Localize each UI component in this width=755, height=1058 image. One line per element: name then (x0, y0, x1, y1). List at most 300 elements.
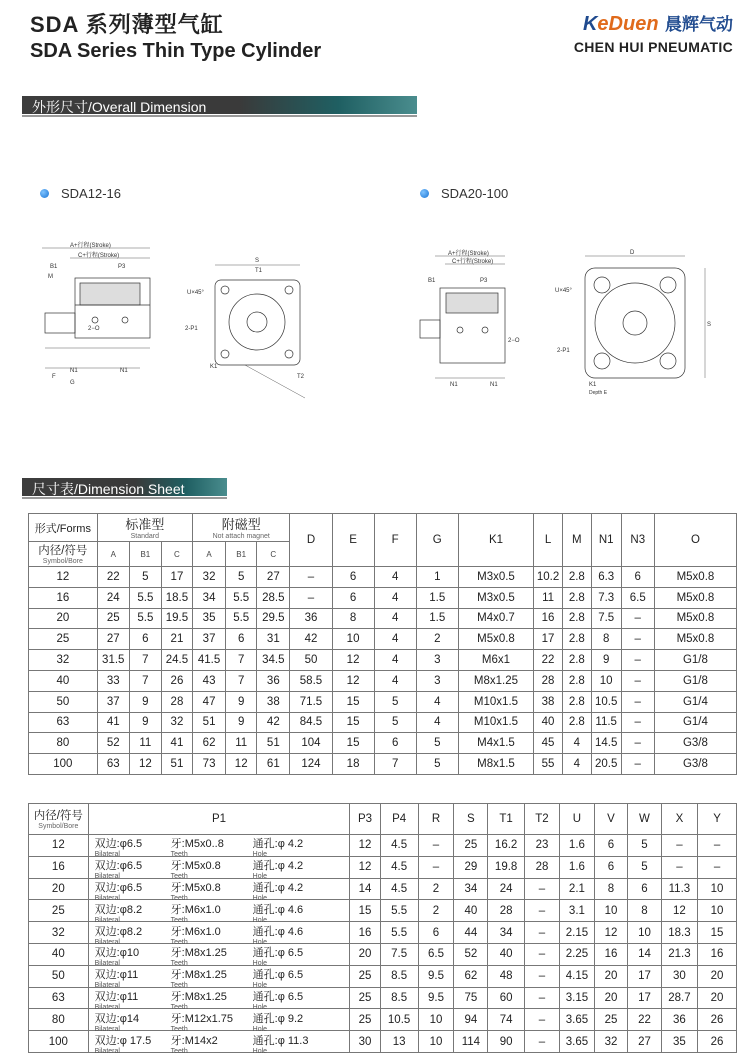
table-cell: 20 (698, 965, 737, 987)
table-row (29, 922, 737, 944)
svg-text:2−O: 2−O (508, 338, 520, 344)
table-cell: M8x1.5 (458, 754, 533, 775)
table-cell-p1 (88, 1009, 350, 1031)
table-cell: 38 (534, 691, 563, 712)
table-cell: 6 (226, 629, 257, 650)
table-cell: 35 (192, 608, 225, 629)
table-cell: 25 (350, 965, 380, 987)
table-cell-bore: 100 (29, 1031, 89, 1053)
table-cell: 32 (594, 1031, 628, 1053)
table-cell: – (698, 835, 737, 857)
table-cell: 6.5 (621, 587, 654, 608)
table-cell: 1.6 (560, 835, 595, 857)
table-cell: 27 (97, 629, 129, 650)
table-cell: 6.3 (591, 567, 621, 588)
table-cell: 12 (350, 835, 380, 857)
table-cell: 3 (416, 650, 458, 671)
table-cell: 3.15 (560, 987, 595, 1009)
header-p1: P1 (88, 804, 350, 835)
table-cell: 9 (129, 712, 161, 733)
header-n3: N3 (621, 514, 654, 567)
header-w: W (628, 804, 662, 835)
table-row (29, 650, 737, 671)
p1-bi: 双边:φ6.5 Bilateral (94, 838, 143, 859)
table-cell: 2 (418, 878, 454, 900)
table-cell: 4 (416, 712, 458, 733)
table-cell: 60 (488, 987, 524, 1009)
table-cell: 10 (418, 1009, 454, 1031)
table-cell: 15 (698, 922, 737, 944)
p1-teeth: 牙:M14x2 Teeth (170, 1034, 218, 1055)
table-cell-p1 (88, 900, 350, 922)
header-g: G (416, 514, 458, 567)
table-cell: 11.3 (661, 878, 697, 900)
table-cell: 62 (192, 733, 225, 754)
table-cell: 10 (628, 922, 662, 944)
p1-hole: 通孔:φ 4.2 Hole (252, 860, 304, 881)
table-cell: 25 (29, 629, 98, 650)
table-cell: 5 (416, 733, 458, 754)
table-cell: 29 (454, 856, 488, 878)
table-cell: 4 (374, 670, 416, 691)
table-cell: – (524, 987, 559, 1009)
table-cell: 16 (29, 587, 98, 608)
table-cell: 32 (161, 712, 192, 733)
table-cell: 9.5 (418, 965, 454, 987)
table-cell: 19.5 (161, 608, 192, 629)
table-cell: 30 (661, 965, 697, 987)
header-sub-a: A (192, 542, 225, 567)
table-cell: – (418, 835, 454, 857)
table-cell: 7 (226, 670, 257, 691)
table-cell: 75 (454, 987, 488, 1009)
table-cell: 5.5 (226, 587, 257, 608)
table-cell: 12 (594, 922, 628, 944)
table-cell: G1/4 (654, 712, 736, 733)
header-v: V (594, 804, 628, 835)
table-row (29, 965, 737, 987)
table-row (29, 754, 737, 775)
table-cell: 94 (454, 1009, 488, 1031)
table-cell: 3 (416, 670, 458, 691)
table-cell-p1 (88, 856, 350, 881)
p1-teeth: 牙:M8x1.25 Teeth (170, 947, 227, 968)
table-cell: 29.5 (257, 608, 290, 629)
table-cell: 74 (488, 1009, 524, 1031)
table-cell: 14 (628, 943, 662, 965)
table-cell: 4.5 (380, 835, 418, 857)
header-u: U (560, 804, 595, 835)
table-cell: 45 (534, 733, 563, 754)
table-cell: 2.8 (562, 670, 591, 691)
table-cell: 7.3 (591, 587, 621, 608)
table-cell: 4 (374, 629, 416, 650)
table-cell: – (524, 900, 559, 922)
header-bore: 内径/符号 Symbol/Bore (29, 804, 89, 835)
table-cell: 12 (350, 856, 380, 878)
table-cell: M3x0.5 (458, 587, 533, 608)
table-cell: 16 (534, 608, 563, 629)
table-cell: 17 (628, 965, 662, 987)
svg-text:N1: N1 (450, 382, 458, 388)
brand-block (574, 10, 733, 55)
table-cell: M5x0.8 (654, 587, 736, 608)
table-cell: 2.8 (562, 629, 591, 650)
table-cell: M10x1.5 (458, 712, 533, 733)
table-cell: – (621, 650, 654, 671)
table-row (29, 629, 737, 650)
table-cell: 7 (129, 650, 161, 671)
table-cell-p1 (88, 987, 350, 1009)
header-sub-b1: B1 (129, 542, 161, 567)
svg-text:B1: B1 (428, 278, 436, 284)
table-cell: – (290, 567, 332, 588)
table-cell: 17 (628, 987, 662, 1009)
table-cell: 9.5 (418, 987, 454, 1009)
table-cell: 8 (591, 629, 621, 650)
table-cell: 50 (29, 691, 98, 712)
svg-text:F: F (52, 374, 56, 380)
table-cell: 8.5 (380, 987, 418, 1009)
table-cell: – (524, 965, 559, 987)
table-cell: – (661, 835, 697, 857)
table-row (29, 987, 737, 1009)
p1-hole: 通孔:φ 4.6 Hole (252, 903, 304, 924)
table-row (29, 587, 737, 608)
table-cell: 12 (29, 567, 98, 588)
page-title-en: SDA Series Thin Type Cylinder (30, 40, 322, 62)
p1-bi: 双边:φ11 Bilateral (94, 969, 139, 990)
p1-bi: 双边:φ11 Bilateral (94, 990, 139, 1011)
table-cell: 40 (454, 900, 488, 922)
p1-bi: 双边:φ6.5 Bilateral (94, 881, 143, 902)
table-cell: G1/8 (654, 670, 736, 691)
svg-text:U×45°: U×45° (187, 290, 204, 296)
section-header-sheet: 尺寸表/Dimension Sheet (22, 478, 227, 496)
table-cell-bore: 50 (29, 965, 89, 987)
table-cell: 12 (226, 754, 257, 775)
table-cell: – (524, 1031, 559, 1053)
table-cell-bore: 32 (29, 922, 89, 944)
header-sub-b1: B1 (226, 542, 257, 567)
table-cell: 51 (257, 733, 290, 754)
table-cell-bore: 80 (29, 1009, 89, 1031)
table-cell: 5 (226, 567, 257, 588)
bullet-icon (420, 189, 429, 198)
table-cell: 25 (350, 1009, 380, 1031)
table-cell: 30 (350, 1031, 380, 1053)
table-cell-bore: 12 (29, 835, 89, 857)
header-standard: 标准型 Standard (97, 514, 192, 542)
variant-label-left: SDA12-16 (40, 186, 121, 201)
table-cell: 41.5 (192, 650, 225, 671)
table-cell: 23 (524, 835, 559, 857)
table-cell: 18.3 (661, 922, 697, 944)
table-cell: 2.15 (560, 922, 595, 944)
table-cell: G3/8 (654, 754, 736, 775)
table-cell: 52 (454, 943, 488, 965)
table-cell: 2.8 (562, 712, 591, 733)
table-cell: M3x0.5 (458, 567, 533, 588)
svg-text:N1: N1 (490, 382, 498, 388)
svg-text:S: S (255, 258, 260, 264)
table-cell: 84.5 (290, 712, 332, 733)
table-cell: 4 (374, 567, 416, 588)
svg-text:U×45°: U×45° (555, 288, 572, 294)
header-y: Y (698, 804, 737, 835)
table-cell: 5.5 (129, 608, 161, 629)
table-cell: M5x0.8 (654, 567, 736, 588)
table-row (29, 1009, 737, 1031)
p1-teeth: 牙:M12x1.75 Teeth (170, 1012, 234, 1033)
table-cell: 44 (454, 922, 488, 944)
p1-bi: 双边:φ6.5 Bilateral (94, 860, 143, 881)
table-cell: 12 (332, 650, 374, 671)
table-cell: 100 (29, 754, 98, 775)
table-cell: – (290, 587, 332, 608)
p1-bi: 双边:φ14 Bilateral (94, 1012, 140, 1033)
table-cell-bore: 40 (29, 943, 89, 965)
table-cell: M4x1.5 (458, 733, 533, 754)
table-cell: – (621, 712, 654, 733)
table-cell: 2.8 (562, 608, 591, 629)
table-cell: 6 (621, 567, 654, 588)
header-p4: P4 (380, 804, 418, 835)
table-cell: 12 (661, 900, 697, 922)
table-cell: 38 (257, 691, 290, 712)
header-o: O (654, 514, 736, 567)
table-cell: M5x0.8 (458, 629, 533, 650)
table-cell: 51 (192, 712, 225, 733)
svg-text:A+行程(Stroke): A+行程(Stroke) (70, 243, 111, 249)
table-cell: 4.15 (560, 965, 595, 987)
table-cell: 24 (488, 878, 524, 900)
table-cell-bore: 25 (29, 900, 89, 922)
table-cell: 11 (226, 733, 257, 754)
table-cell: 4 (562, 733, 591, 754)
table-cell: 26 (698, 1031, 737, 1053)
table-cell: 3.65 (560, 1009, 595, 1031)
table-cell: 5 (374, 712, 416, 733)
table-cell: 10 (332, 629, 374, 650)
table-cell: 18 (332, 754, 374, 775)
p1-teeth: 牙:M5x0.8 Teeth (170, 860, 221, 881)
table-cell: 6 (332, 567, 374, 588)
table-cell: 10.5 (380, 1009, 418, 1031)
table-cell: 58.5 (290, 670, 332, 691)
table-cell: 16 (350, 922, 380, 944)
table-cell: 90 (488, 1031, 524, 1053)
table-cell: 28.7 (661, 987, 697, 1009)
drawing-sda20-side (410, 248, 530, 388)
table-cell: G1/4 (654, 691, 736, 712)
brand-logo: KeDuen (582, 13, 659, 35)
p1-teeth: 牙:M6x1.0 Teeth (170, 925, 221, 946)
table-cell: 9 (226, 712, 257, 733)
table-cell: 6 (418, 922, 454, 944)
p1-hole: 通孔:φ 4.6 Hole (252, 925, 304, 946)
table-cell: 25 (97, 608, 129, 629)
table-cell: 14.5 (591, 733, 621, 754)
svg-text:2-P1: 2-P1 (557, 348, 570, 354)
p1-hole: 通孔:φ 11.3 Hole (252, 1034, 309, 1055)
table-cell: 63 (97, 754, 129, 775)
table-cell-bore: 63 (29, 987, 89, 1009)
table-cell: 6 (594, 835, 628, 857)
table-cell: 31.5 (97, 650, 129, 671)
table-cell: 47 (192, 691, 225, 712)
p1-bi: 双边:φ10 Bilateral (94, 947, 140, 968)
table-cell: 9 (591, 650, 621, 671)
table-cell: 41 (97, 712, 129, 733)
p1-teeth: 牙:M8x1.25 Teeth (170, 969, 227, 990)
table-cell: 51 (161, 754, 192, 775)
table-cell: 18.5 (161, 587, 192, 608)
table-cell: – (524, 943, 559, 965)
table-cell: 4.5 (380, 856, 418, 878)
table-cell: 27 (257, 567, 290, 588)
table-cell: 12 (332, 670, 374, 691)
table-cell: 36 (257, 670, 290, 691)
table-cell: 20 (698, 987, 737, 1009)
header-x: X (661, 804, 697, 835)
svg-text:C+行程(Stroke): C+行程(Stroke) (452, 259, 494, 265)
table-cell: 32 (192, 567, 225, 588)
table-cell: M10x1.5 (458, 691, 533, 712)
table-cell: 28 (524, 856, 559, 878)
table-cell: M4x0.7 (458, 608, 533, 629)
svg-text:A+行程(Stroke): A+行程(Stroke) (448, 251, 489, 257)
header-m: M (562, 514, 591, 567)
table-cell: 36 (661, 1009, 697, 1031)
table-cell: G1/8 (654, 650, 736, 671)
svg-text:C+行程(Stroke): C+行程(Stroke) (78, 253, 120, 259)
table-cell: 4.5 (380, 878, 418, 900)
table-cell: 4 (562, 754, 591, 775)
brand-name-cn: 晨辉气动 (665, 15, 733, 34)
table-cell: 114 (454, 1031, 488, 1053)
header-k1: K1 (458, 514, 533, 567)
table-cell: 6 (332, 587, 374, 608)
table-cell: 6 (594, 856, 628, 878)
header-t2: T2 (524, 804, 559, 835)
table-cell: 42 (257, 712, 290, 733)
table-cell: 34 (192, 587, 225, 608)
table-cell: 17 (534, 629, 563, 650)
table-cell: – (524, 878, 559, 900)
table-cell: 15 (332, 733, 374, 754)
svg-text:Depth E: Depth E (589, 390, 608, 396)
svg-text:2-P1: 2-P1 (185, 326, 198, 332)
table-cell: 1 (416, 567, 458, 588)
table-cell: 104 (290, 733, 332, 754)
table-cell: 22 (97, 567, 129, 588)
table-cell: 28 (488, 900, 524, 922)
svg-text:2−O: 2−O (88, 326, 100, 332)
svg-text:K1: K1 (589, 382, 597, 388)
table-cell: 5.5 (129, 587, 161, 608)
table-cell: 35 (661, 1031, 697, 1053)
table-cell: 55 (534, 754, 563, 775)
table-cell: 2.1 (560, 878, 595, 900)
table-cell: 6 (129, 629, 161, 650)
header-sub-c: C (257, 542, 290, 567)
table-cell: 50 (290, 650, 332, 671)
table-cell: 10.5 (591, 691, 621, 712)
svg-text:N1: N1 (70, 368, 78, 374)
table-cell: 7 (374, 754, 416, 775)
header-r: R (418, 804, 454, 835)
table-cell: 20 (594, 965, 628, 987)
table-cell: 6 (628, 878, 662, 900)
table-cell: 36 (290, 608, 332, 629)
table-cell: 16 (698, 943, 737, 965)
svg-text:B1: B1 (50, 264, 58, 270)
table-cell: 16.2 (488, 835, 524, 857)
table-cell-p1 (88, 835, 350, 857)
table-cell: 1.5 (416, 608, 458, 629)
p1-teeth: 牙:M8x1.25 Teeth (170, 990, 227, 1011)
header-e: E (332, 514, 374, 567)
svg-text:P3: P3 (118, 264, 126, 270)
table-row (29, 943, 737, 965)
table-cell: – (418, 856, 454, 878)
table-cell: 5.5 (380, 922, 418, 944)
table-cell: 7 (226, 650, 257, 671)
table-cell: – (621, 670, 654, 691)
table-row (29, 878, 737, 900)
drawing-sda12-end (185, 250, 320, 400)
table-cell-p1 (88, 1031, 350, 1053)
table-cell: 12 (129, 754, 161, 775)
svg-text:K1: K1 (210, 364, 218, 370)
header-bore: 内径/符号 Symbol/Bore (29, 542, 98, 567)
header-sub-a: A (97, 542, 129, 567)
table-cell: 40 (534, 712, 563, 733)
table-cell: 63 (29, 712, 98, 733)
table-cell: 2.25 (560, 943, 595, 965)
table-cell: 5 (628, 835, 662, 857)
table-cell: – (621, 733, 654, 754)
p1-hole: 通孔:φ 9.2 Hole (252, 1012, 304, 1033)
table-cell: 32 (29, 650, 98, 671)
table-cell: 34.5 (257, 650, 290, 671)
table-cell: 10 (591, 670, 621, 691)
table-cell: 40 (488, 943, 524, 965)
table-cell: 4 (374, 587, 416, 608)
table-cell: 2 (418, 900, 454, 922)
header-t1: T1 (488, 804, 524, 835)
table-cell: 10 (698, 900, 737, 922)
svg-text:S: S (707, 322, 712, 328)
svg-text:P3: P3 (480, 278, 488, 284)
table-cell: 10 (698, 878, 737, 900)
table-cell: – (621, 691, 654, 712)
table-cell: 21.3 (661, 943, 697, 965)
table-cell: 11 (129, 733, 161, 754)
table-cell: 71.5 (290, 691, 332, 712)
table-cell: 5.5 (380, 900, 418, 922)
table-row (29, 1031, 737, 1053)
table-cell-bore: 20 (29, 878, 89, 900)
table-cell: 5.5 (226, 608, 257, 629)
table-cell: 28 (161, 691, 192, 712)
table-cell: 21 (161, 629, 192, 650)
table-cell: 9 (129, 691, 161, 712)
table-cell: 5 (628, 856, 662, 878)
header-d: D (290, 514, 332, 567)
table-cell: 33 (97, 670, 129, 691)
